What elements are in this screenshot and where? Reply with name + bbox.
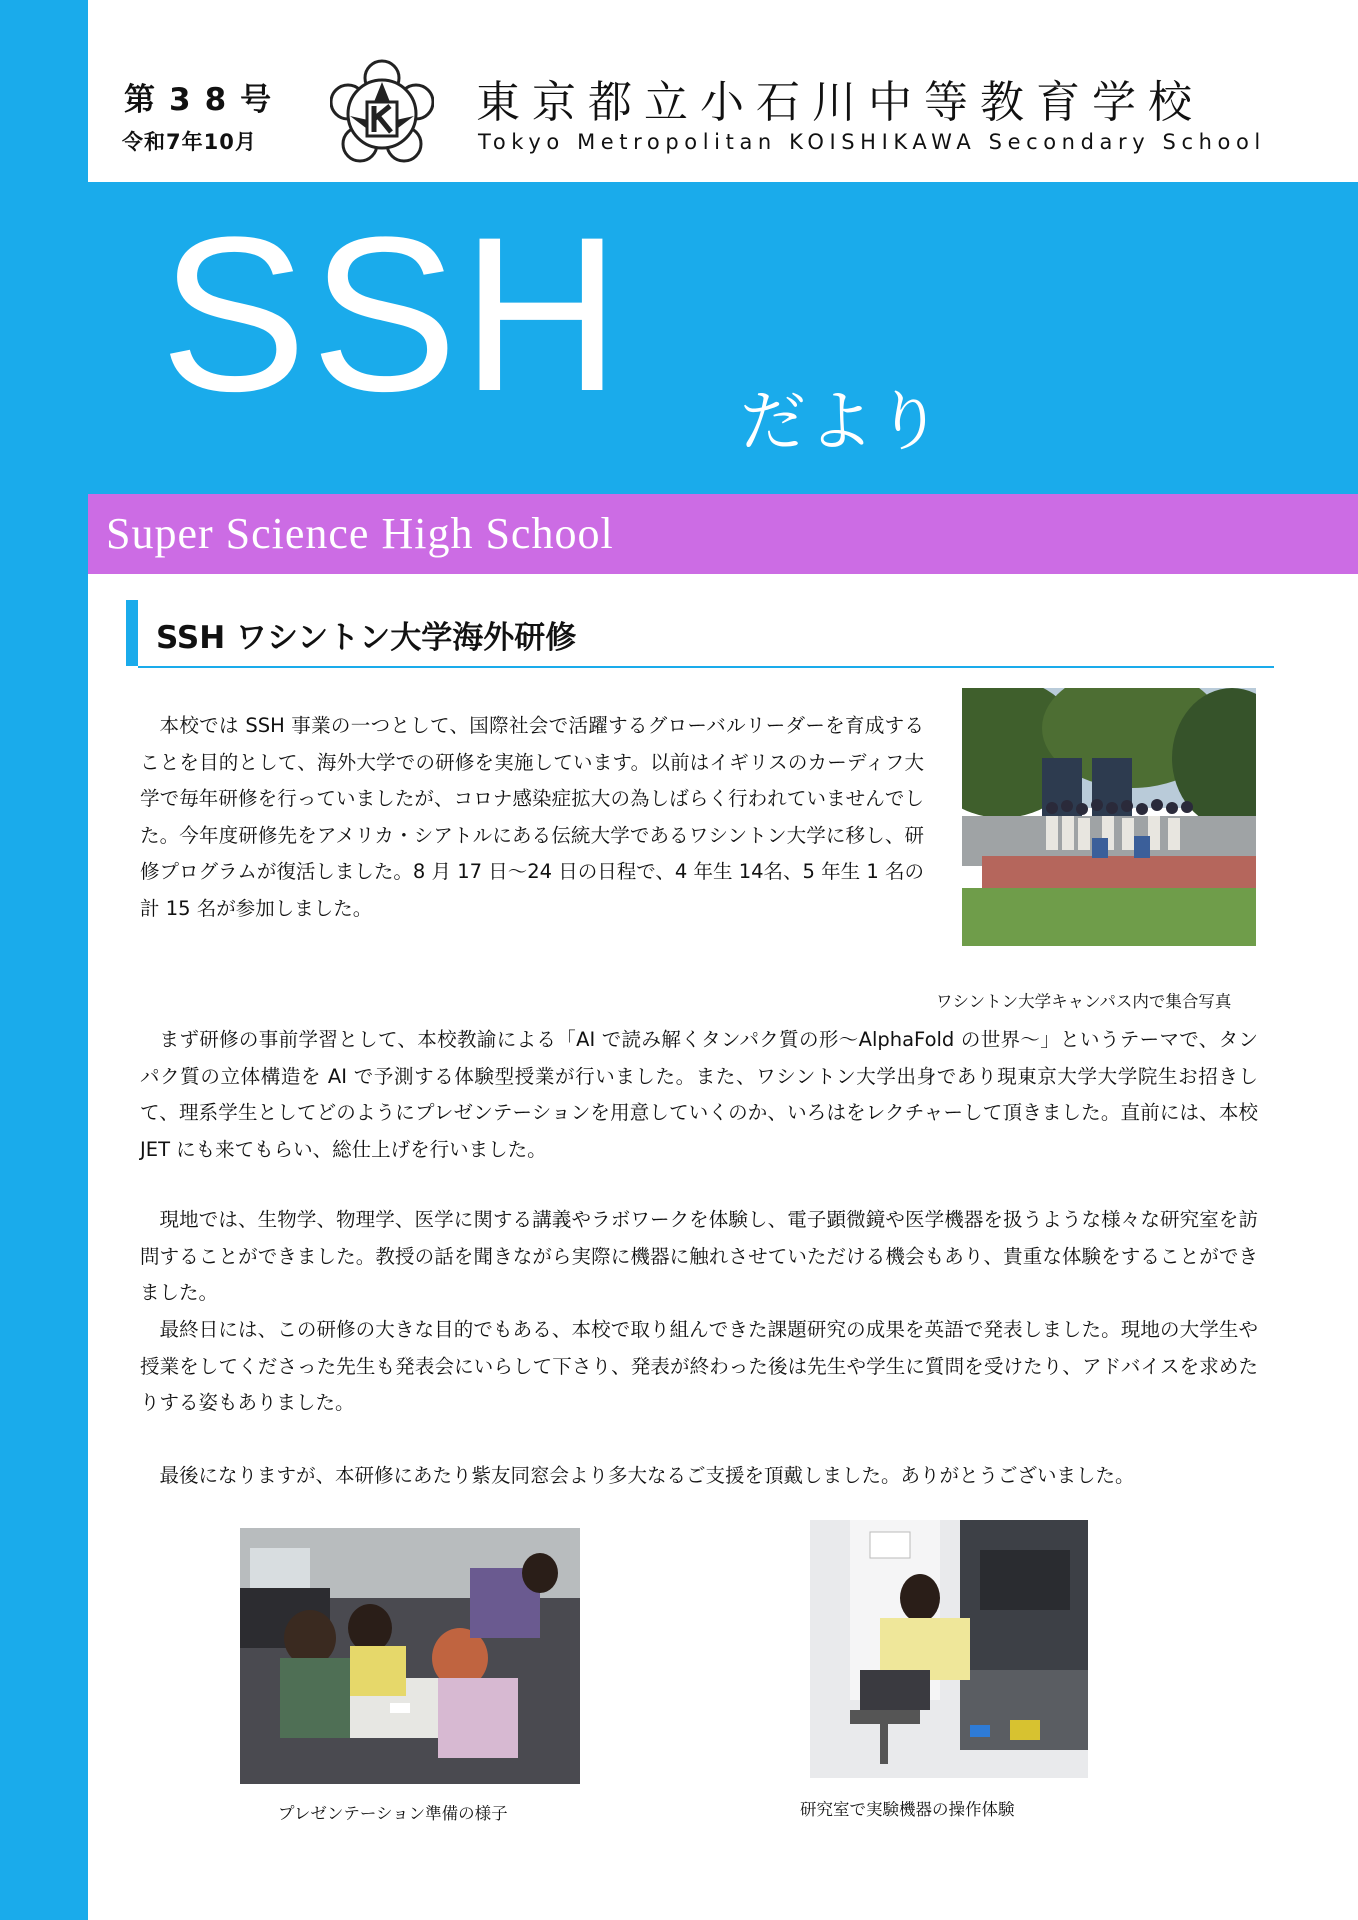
title-banner xyxy=(88,182,1358,494)
article-paragraph-5: 最後になりますが、本研修にあたり紫友同窓会より多大なるご支援を頂戴しました。ありがとうございました。 xyxy=(159,1464,1135,1487)
presentation-prep-caption: プレゼンテーション準備の様子 xyxy=(278,1804,508,1823)
masthead xyxy=(88,0,1358,182)
article-paragraph-1: 本校では SSH 事業の一つとして、国際社会で活躍するグローバルリーダーを育成することを目的として、海外大学での研修を実施しています。以前はイギリスのカーディフ大学で毎年研修を行っていましたが、コロナ感染症拡大の為しばらく行われていませんでした。今年度研修先をアメリカ・シアトルにある伝統大学であるワシントン大学に移し、研修プログラムが復活しました。8 月 17 日～24 日の日程で、4 年生 14名、5 年生 1 名の計 15 名が参加しました。 xyxy=(140,714,924,920)
banner-subtitle: だより xyxy=(740,383,944,460)
article-paragraph-4: 最終日には、この研修の大きな目的でもある、本校で取り組んできた課題研究の成果を英語で発表しました。現地の大学生や授業をしてくださった先生も発表会にいらして下さり、発表が終わった後は先生や学生に質問を受けたり、アドバイスを求めたりする姿もありました。 xyxy=(140,1318,1258,1415)
lab-equipment-caption: 研究室で実験機器の操作体験 xyxy=(800,1800,1015,1819)
school-name-jp: 東京都立小石川中等教育学校 xyxy=(476,77,1204,128)
issue-date: 令和7年10月 xyxy=(122,130,257,154)
tagline-bar xyxy=(88,494,1358,574)
lab-equipment-photo xyxy=(810,1520,1088,1778)
school-name-en: Tokyo Metropolitan KOISHIKAWA Secondary School xyxy=(478,130,1266,154)
tagline: Super Science High School xyxy=(106,509,614,558)
article-paragraph-3: 現地では、生物学、物理学、医学に関する講義やラボワークを体験し、電子顕微鏡や医学機器を扱うような様々な研究室を訪問することができました。教授の話を聞きながら実際に機器に触れさせていただける機会もあり、貴重な体験をすることができました。 xyxy=(140,1208,1258,1305)
article-title: SSH ワシントン大学海外研修 xyxy=(156,620,577,656)
presentation-prep-photo xyxy=(240,1528,580,1784)
article-paragraph-2: まず研修の事前学習として、本校教諭による「AI で読み解くタンパク質の形～AlphaFold の世界～」というテーマで、タンパク質の立体構造を AI で予測する体験型授業が行いました。また、ワシントン大学出身であり現東京大学大学院生お招きして、理系学生としてどのようにプレゼンテーションを用意していくのか、いろはをレクチャーして頂きました。直前には、本校 JET にも来てもらい、総仕上げを行いました。 xyxy=(140,1028,1258,1161)
issue-number: 第38号 xyxy=(124,82,286,118)
article-title-underline xyxy=(138,666,1274,668)
banner-title: SSH xyxy=(160,191,625,437)
article-title-accent xyxy=(126,600,138,666)
group-photo xyxy=(962,688,1256,946)
group-photo-caption: ワシントン大学キャンパス内で集合写真 xyxy=(936,992,1232,1011)
left-accent-bar xyxy=(0,0,88,1920)
school-emblem-icon xyxy=(330,58,434,168)
